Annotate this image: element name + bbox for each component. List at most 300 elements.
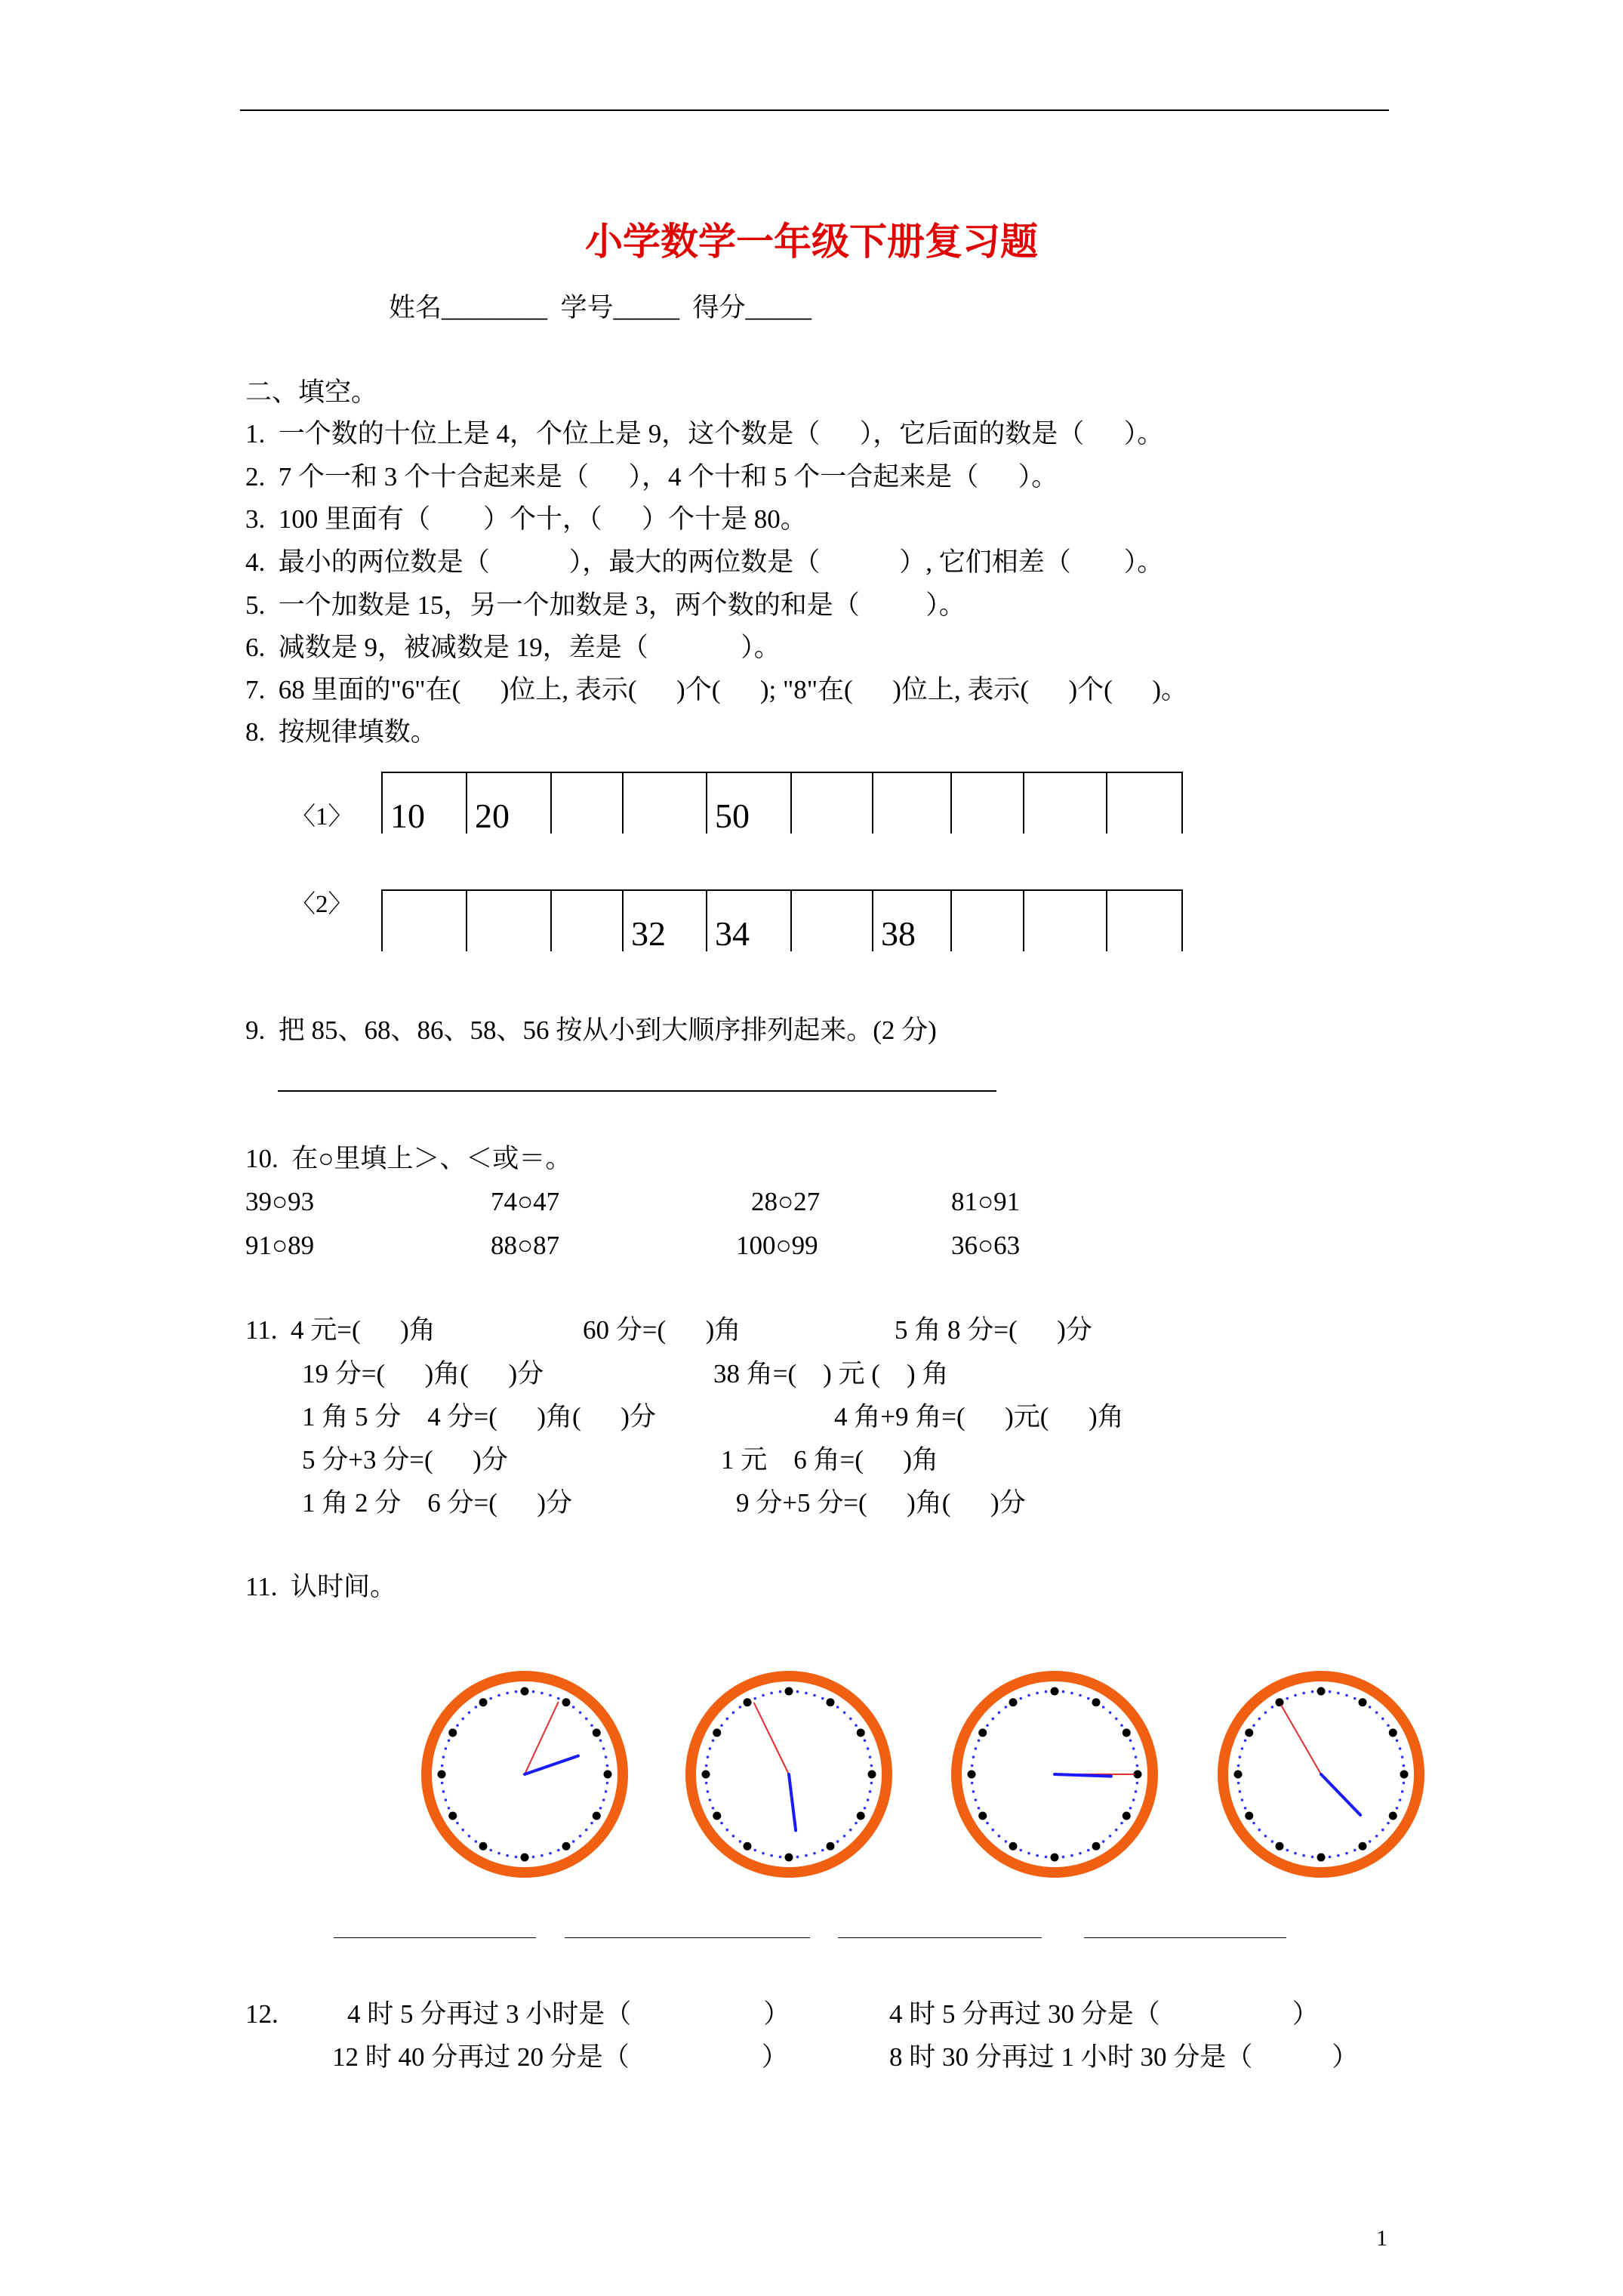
hour-mark [744,1698,752,1706]
minute-mark [468,1711,471,1714]
sequence-cell [950,891,1023,951]
question-7: 7. 68 里面的"6"在( )位上, 表示( )个( ); "8"在( )位上, 表示( )个( )。 [245,675,1187,704]
hour-mark [1317,1687,1326,1696]
answer-line [565,1937,810,1938]
hour-mark [604,1771,612,1779]
hour-mark [1051,1854,1059,1862]
answer-line [278,1090,996,1092]
compare-item: 28○27 [751,1187,821,1216]
minute-mark [1396,1807,1399,1810]
minute-mark [1387,1822,1390,1825]
minute-mark [585,1718,588,1721]
minute-mark [720,1724,723,1727]
minute-mark [762,1694,765,1697]
minute-mark [1115,1718,1118,1721]
money-item: 5 分+3 分=( )分 [302,1445,508,1475]
hour-mark [521,1854,529,1862]
hour-mark [785,1854,793,1862]
minute-mark [1252,1822,1255,1825]
minute-mark [725,1718,728,1721]
minute-mark [855,1822,858,1825]
money-item: 1 角 2 分 6 分=( )分 [302,1488,573,1518]
minute-mark [978,1807,981,1810]
minute-mark [707,1755,710,1758]
minute-mark [1239,1755,1242,1758]
minute-mark [1345,1852,1348,1855]
money-item: 9 分+5 分=( )角( )分 [736,1488,1026,1518]
hour-mark [448,1812,457,1820]
section-title: 二、填空。 [245,378,378,407]
minute-mark [796,1856,799,1859]
minute-mark [605,1790,608,1793]
minute-mark [739,1840,742,1843]
question-1: 1. 一个数的十位上是 4，个位上是 9，这个数是（ ），它后面的数是（ ）。 [245,419,1164,448]
minute-mark [549,1852,552,1855]
minute-mark [836,1840,839,1843]
sequence-cell: 50 [706,773,790,834]
money-item: 1 角 5 分 4 分=( )角( )分 [302,1402,656,1432]
minute-mark [590,1822,593,1825]
minute-mark [1401,1790,1404,1793]
time-item: 8 时 30 分再过 1 小时 30 分是（ ） [889,2042,1359,2072]
minute-mark [821,1849,824,1852]
sequence-cell [1106,891,1181,951]
minute-mark [739,1706,742,1709]
minute-mark [579,1711,582,1714]
sequence-cell [790,891,872,951]
minute-mark [986,1822,989,1825]
money-item: 60 分=( )角 [583,1315,741,1345]
minute-mark [1102,1840,1105,1843]
compare-item: 100○99 [736,1231,818,1260]
minute-mark [1403,1764,1406,1767]
minute-mark [606,1764,609,1767]
minute-mark [1109,1711,1112,1714]
minute-mark [602,1798,605,1801]
money-item: 5 角 8 分=( )分 [895,1315,1092,1345]
compare-item: 39○93 [245,1187,315,1216]
sequence-cell [466,891,550,951]
sequence-cell: 32 [622,891,706,951]
minute-mark [753,1697,756,1700]
minute-mark [712,1807,715,1810]
time-item: 4 时 5 分再过 30 分是（ ） [889,1999,1319,2029]
hour-mark [1276,1842,1284,1851]
minute-mark [1087,1849,1090,1852]
minute-mark [1120,1724,1123,1727]
minute-mark [445,1798,448,1801]
question-2: 2. 7 个一和 3 个十合起来是（ ），4 个十和 5 个一合起来是（ ）。 [245,462,1058,492]
minute-mark [1019,1697,1022,1700]
hour-mark [1359,1698,1367,1706]
minute-mark [1036,1692,1039,1695]
minute-mark [1264,1835,1267,1838]
sequence-cell [872,773,950,834]
minute-mark [1271,1706,1274,1709]
minute-mark [709,1798,712,1801]
minute-mark [1354,1849,1357,1852]
minute-mark [1087,1697,1090,1700]
minute-mark [1329,1856,1332,1859]
minute-mark [762,1852,765,1855]
money-item: 38 角=( ) 元 ( ) 角 [713,1359,949,1388]
minute-mark [821,1697,824,1700]
hour-mark [1092,1842,1101,1851]
minute-mark [1302,1692,1305,1695]
minute-mark [1036,1854,1039,1857]
minute-mark [972,1790,975,1793]
time-item: 4 时 5 分再过 3 小时是（ ） [347,1999,790,2029]
minute-mark [1294,1852,1297,1855]
minute-mark [572,1840,575,1843]
time-item: 12 时 40 分再过 20 分是（ ） [332,2042,788,2072]
minute-mark [1375,1835,1378,1838]
question-4: 4. 最小的两位数是（ ），最大的两位数是（ ）, 它们相差（ ）。 [245,547,1164,577]
minute-mark [506,1854,509,1857]
hour-mark [968,1771,976,1779]
minute-mark [1102,1706,1105,1709]
hour-mark [827,1698,835,1706]
minute-mark [1244,1807,1247,1810]
minute-mark [1311,1856,1314,1859]
minute-mark [599,1739,602,1742]
minute-mark [456,1724,459,1727]
compare-item: 81○91 [951,1187,1021,1216]
hour-mark [562,1842,571,1851]
hour-mark [521,1687,529,1696]
answer-line [1084,1937,1286,1938]
minute-mark [1045,1856,1048,1859]
sequence-cell [1023,891,1106,951]
hour-mark [593,1729,601,1737]
minute-mark [1070,1692,1073,1695]
minute-mark [1354,1697,1357,1700]
question-time: 11. 认时间。 [245,1572,396,1601]
minute-mark [1129,1739,1132,1742]
hour-mark [1051,1687,1059,1696]
minute-mark [1062,1690,1065,1693]
sequence-cell [550,891,622,951]
hour-mark [1389,1812,1397,1820]
minute-mark [1401,1755,1404,1758]
minute-mark [540,1854,544,1857]
minute-mark [991,1829,994,1832]
minute-mark [585,1829,588,1832]
minute-mark [975,1747,978,1750]
question-9: 9. 把 85、68、86、58、56 按从小到大顺序排列起来。(2 分) [245,1015,937,1045]
hour-mark [593,1812,601,1820]
minute-mark [978,1739,981,1742]
minute-mark [867,1747,870,1750]
minute-mark [843,1835,846,1838]
minute-mark [813,1852,816,1855]
minute-mark [770,1854,773,1857]
minute-mark [1136,1764,1139,1767]
minute-mark [1241,1798,1244,1801]
sequence-end-line [1181,891,1183,951]
sequence-row-1 [381,772,1183,834]
minute-mark [590,1724,593,1727]
minute-mark [441,1782,444,1785]
minute-mark [843,1711,846,1714]
minute-mark [1237,1782,1240,1785]
sequence-cell [950,773,1023,834]
minute-mark [461,1718,464,1721]
minute-mark [445,1747,448,1750]
minute-mark [707,1790,710,1793]
minute-mark [971,1782,974,1785]
minute-mark [549,1694,552,1697]
minute-mark [1258,1718,1261,1721]
compare-item: 36○63 [951,1231,1021,1260]
hour-mark [1234,1771,1243,1779]
minute-mark [732,1835,735,1838]
minute-mark [805,1854,808,1857]
sequence-cell [550,773,622,834]
minute-mark [870,1764,873,1767]
hour-mark [448,1729,457,1737]
hour-mark [479,1698,488,1706]
minute-mark [1311,1690,1314,1693]
minute-mark [1132,1798,1135,1801]
sequence-cell [381,891,466,951]
minute-mark [605,1755,608,1758]
minute-mark [770,1692,773,1695]
minute-mark [1286,1697,1289,1700]
money-item: 19 分=( )角( )分 [302,1359,544,1388]
minute-mark [849,1829,852,1832]
hour-mark [1276,1698,1284,1706]
question-8: 8. 按规律填数。 [245,717,437,747]
minute-mark [1135,1755,1138,1758]
money-item: 11. 4 元=( )角 [245,1315,436,1345]
hour-mark [1123,1812,1131,1820]
question-5: 5. 一个加数是 15，另一个加数是 3，两个数的和是（ ）。 [245,590,965,620]
minute-mark [712,1739,715,1742]
hour-mark [1123,1729,1131,1737]
minute-mark [456,1822,459,1825]
minute-mark [1286,1849,1289,1852]
minute-mark [1019,1849,1022,1852]
minute-mark [1345,1694,1348,1697]
answer-line [838,1937,1042,1938]
clock-face [949,1669,1160,1880]
hour-mark [1009,1842,1018,1851]
hour-mark [868,1771,876,1779]
minute-mark [1132,1747,1135,1750]
answer-line [334,1937,536,1938]
minute-mark [557,1697,560,1700]
minute-mark [720,1822,723,1825]
minute-mark [709,1747,712,1750]
sequence-cell: 20 [466,773,550,834]
minute-mark [971,1764,974,1767]
minute-mark [779,1690,782,1693]
sequence-2-label: 〈2〉 [291,891,353,918]
minute-mark [998,1835,1001,1838]
minute-mark [1369,1706,1372,1709]
sequence-cell [1106,773,1181,834]
header-fields: 姓名________ 学号_____ 得分_____ [389,293,812,322]
minute-mark [849,1718,852,1721]
minute-mark [599,1807,602,1810]
minute-mark [705,1764,708,1767]
clock-face [683,1669,895,1880]
minute-mark [1399,1798,1402,1801]
clock-face [419,1669,630,1880]
minute-mark [1258,1829,1261,1832]
minute-mark [1237,1764,1240,1767]
hour-mark [857,1729,865,1737]
minute-mark [867,1798,870,1801]
minute-mark [1062,1856,1065,1859]
hour-hand [1055,1774,1111,1777]
hour-mark [1092,1698,1101,1706]
minute-mark [540,1692,544,1695]
minute-mark [1027,1694,1030,1697]
minute-mark [1135,1790,1138,1793]
minute-mark [796,1690,799,1693]
hour-mark [1317,1854,1326,1862]
minute-mark [972,1755,975,1758]
minute-mark [1403,1782,1406,1785]
minute-mark [1120,1822,1123,1825]
minute-mark [1375,1711,1378,1714]
minute-mark [870,1782,873,1785]
compare-item: 91○89 [245,1231,315,1260]
minute-mark [441,1764,444,1767]
sequence-1-label: 〈1〉 [291,803,353,831]
minute-mark [468,1835,471,1838]
minute-mark [1264,1711,1267,1714]
minute-mark [1271,1840,1274,1843]
minute-mark [506,1692,509,1695]
minute-mark [606,1782,609,1785]
sequence-cell [1023,773,1106,834]
minute-mark [1244,1739,1247,1742]
minute-mark [1005,1706,1008,1709]
minute-mark [1369,1840,1372,1843]
minute-mark [975,1798,978,1801]
hour-mark [1389,1729,1397,1737]
minute-mark [1399,1747,1402,1750]
minute-mark [448,1739,451,1742]
sequence-row-2 [381,889,1183,951]
page-title: 小学数学一年级下册复习题 [585,220,1038,263]
minute-mark [497,1852,500,1855]
hour-mark [1359,1842,1367,1851]
hour-mark [857,1812,865,1820]
minute-mark [489,1697,492,1700]
minute-mark [836,1706,839,1709]
minute-mark [1252,1724,1255,1727]
hour-mark [438,1771,446,1779]
minute-mark [869,1755,872,1758]
hour-mark [562,1698,571,1706]
minute-mark [1381,1718,1384,1721]
minute-mark [779,1856,782,1859]
question-6: 6. 减数是 9，被减数是 19，差是（ ）。 [245,633,781,662]
sequence-cell: 34 [706,891,790,951]
hour-mark [1400,1771,1409,1779]
minute-mark [602,1747,605,1750]
minute-mark [448,1807,451,1810]
minute-mark [1129,1807,1132,1810]
minute-mark [813,1694,816,1697]
minute-mark [475,1840,478,1843]
minute-mark [1115,1829,1118,1832]
minute-mark [1337,1692,1340,1695]
hour-mark [1245,1729,1253,1737]
minute-mark [1045,1690,1048,1693]
minute-mark [532,1690,535,1693]
minute-mark [557,1849,560,1852]
minute-mark [986,1724,989,1727]
minute-mark [442,1790,445,1793]
hour-mark [744,1842,752,1851]
hour-mark [978,1729,987,1737]
clock-face [1215,1669,1427,1880]
hour-mark [713,1812,721,1820]
hour-mark [827,1842,835,1851]
hour-mark [713,1729,721,1737]
minute-mark [572,1706,575,1709]
question-12-number: 12. [245,1999,279,2029]
minute-mark [1079,1852,1082,1855]
minute-mark [991,1718,994,1721]
minute-mark [705,1782,708,1785]
minute-mark [497,1694,500,1697]
minute-mark [1079,1694,1082,1697]
minute-mark [1241,1747,1244,1750]
question-10: 10. 在○里填上＞、＜或＝。 [245,1144,572,1173]
minute-mark [1302,1854,1305,1857]
hour-mark [479,1842,488,1851]
minute-mark [532,1856,535,1859]
minute-mark [1294,1694,1297,1697]
minute-mark [1239,1790,1242,1793]
minute-mark [489,1849,492,1852]
hour-mark [785,1687,793,1696]
minute-mark [1070,1854,1073,1857]
minute-mark [1337,1854,1340,1857]
minute-mark [998,1711,1001,1714]
minute-mark [1027,1852,1030,1855]
minute-mark [1381,1829,1384,1832]
minute-mark [515,1856,518,1859]
minute-mark [753,1849,756,1852]
sequence-cell: 38 [872,891,950,951]
compare-item: 88○87 [491,1231,560,1260]
minute-mark [864,1739,867,1742]
page-number: 1 [1376,2226,1387,2251]
money-item: 4 角+9 角=( )元( )角 [834,1402,1124,1432]
minute-mark [869,1790,872,1793]
minute-mark [515,1690,518,1693]
top-rule [240,109,1389,111]
minute-mark [732,1711,735,1714]
minute-mark [1387,1724,1390,1727]
minute-mark [805,1692,808,1695]
hour-mark [1009,1698,1018,1706]
sequence-cell: 10 [381,773,466,834]
minute-mark [579,1835,582,1838]
money-item: 1 元 6 角=( )角 [721,1445,939,1475]
minute-mark [1136,1782,1139,1785]
compare-item: 74○47 [491,1187,560,1216]
sequence-end-line [1181,773,1183,834]
hour-mark [1134,1771,1142,1779]
